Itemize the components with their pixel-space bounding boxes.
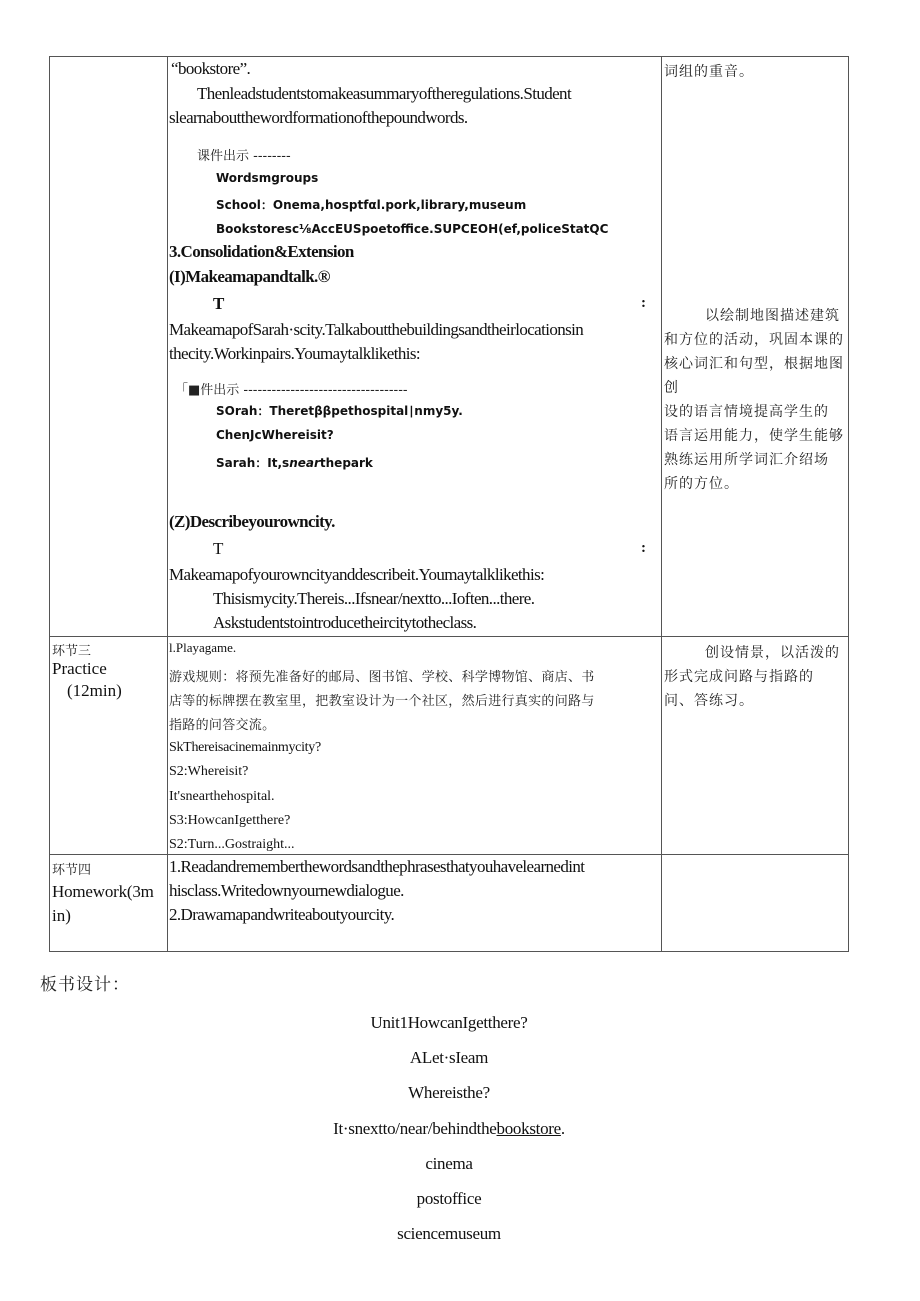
text-line: 1.Readandrememberthewordsandthephrasesthatyouhavelearnedint: [169, 857, 585, 876]
text-line: It'snearthehospital.: [169, 789, 275, 804]
text-line: thecity.Workinpairs.Youmaytalklikethis:: [169, 344, 420, 363]
note-line: 创: [664, 380, 679, 396]
table-border-left: [49, 56, 50, 952]
table-border-top: [49, 56, 849, 57]
dialogue-line: SOrah：Theretββpethospital∣nmy5y.: [216, 404, 463, 418]
board-question: Whereisthe?: [408, 1083, 490, 1102]
text-line: hisclass.Writedownyournewdialogue.: [169, 881, 404, 900]
table-divider-col1: [167, 56, 168, 952]
dialogue-line: ChenJcWhereisit?: [216, 428, 334, 442]
stage-title: Homework(3m: [52, 882, 154, 901]
text-line: “bookstore”.: [171, 59, 251, 78]
note-line: 创设情景，以活泼的: [705, 645, 840, 661]
stage-label: 环节三: [52, 644, 92, 659]
text-line: S2:Turn...Gostraight...: [169, 837, 295, 852]
board-answer: [0, 1119, 898, 1139]
courseware-line: Bookstoresc⅛AccEUSpoetoffice.SUPCEOH(ef,policeStatQC: [216, 222, 609, 236]
note-line: 所的方位。: [664, 476, 739, 492]
text-line: SkThereisacinemainmycity?: [169, 740, 321, 755]
board-word: cinema: [425, 1154, 473, 1173]
board-word: sciencemuseum: [397, 1224, 501, 1243]
subsection-heading: (I)Makeamapandtalk.®: [169, 267, 330, 286]
note-line: 语言运用能力，使学生能够: [664, 428, 844, 444]
dialogue-emphasis: near: [289, 456, 320, 470]
table-divider-col2: [661, 56, 662, 952]
board-part: ALet·sIeam: [409, 1048, 489, 1067]
table-row-divider-1: [49, 636, 849, 637]
text-line: Makeamapofyourowncityanddescribeit.Youmaytalklikethis:: [169, 565, 545, 584]
table-border-bottom: [49, 951, 849, 952]
note-line: 词组的重音。: [664, 64, 754, 80]
stage-label: 环节四: [52, 863, 92, 878]
dialogue-speaker: Sarah：It,s: [216, 456, 290, 470]
stage-title: Practice: [52, 659, 107, 678]
board-answer-word: bookstore: [496, 1119, 561, 1138]
text-line: Thisismycity.Thereis...Ifsnear/nextto...Ioften...there.: [213, 589, 535, 608]
colon-marker: :: [641, 295, 646, 311]
courseware-label: 课件出示 --------: [197, 149, 291, 164]
board-word: postoffice: [416, 1189, 482, 1208]
text-line: S3:HowcanIgetthere?: [169, 813, 291, 828]
dialogue-rest: thepark: [319, 456, 373, 470]
courseware-line: School：Onema,hosptfαl.pork,library,museum: [216, 198, 527, 212]
note-line: 问、答练习。: [664, 693, 754, 709]
note-line: 核心词汇和句型，根据地图: [664, 356, 844, 372]
section-heading: 3.Consolidation&Extension: [169, 242, 354, 261]
courseware-label: 「■件出示 -----------------------------------: [175, 383, 408, 398]
subsection-heading: (Z)Describeyourowncity.: [169, 512, 335, 531]
text-line: MakeamapofSarah·scity.Talkaboutthebuildingsandtheirlocationsin: [169, 320, 584, 339]
board-heading: 板书设计：: [40, 975, 130, 995]
text-line: 店等的标牌摆在教室里，把教室设计为一个社区，然后进行真实的问路与: [169, 694, 595, 709]
text-line: 指路的问答交流。: [169, 718, 276, 733]
text-line: 2.Drawamapandwriteaboutyourcity.: [169, 905, 395, 924]
note-line: 以绘制地图描述建筑: [705, 308, 840, 324]
table-row-divider-2: [49, 854, 849, 855]
text-line: 游戏规则：将预先准备好的邮局、图书馆、学校、科学博物馆、商店、书: [169, 670, 595, 685]
stage-duration: in): [52, 906, 71, 925]
note-line: 形式完成问路与指路的: [664, 669, 814, 685]
note-line: 设的语言情境提高学生的: [664, 404, 829, 420]
board-title: Unit1HowcanIgetthere?: [370, 1013, 528, 1032]
courseware-line: Wordsmgroups: [216, 171, 319, 185]
note-line: 熟练运用所学词汇介绍场: [664, 452, 829, 468]
teacher-marker: T: [213, 539, 223, 558]
dialogue-line: [216, 454, 373, 471]
board-answer-prefix: It·snextto/near/behindthe: [333, 1119, 497, 1138]
teacher-marker: T: [213, 294, 224, 313]
text-line: Askstudentstointroducetheircitytotheclass.: [213, 613, 477, 632]
colon-marker: :: [641, 540, 646, 556]
text-line: Thenleadstudentstomakeasummaryoftheregulations.Student: [197, 84, 572, 103]
text-line: S2:Whereisit?: [169, 764, 249, 779]
stage-duration: (12min): [67, 681, 122, 700]
table-border-right: [848, 56, 849, 952]
board-answer-suffix: .: [560, 1119, 565, 1138]
text-line: l.Playagame.: [169, 640, 237, 655]
note-line: 和方位的活动，巩固本课的: [664, 332, 844, 348]
text-line: slearnaboutthewordformationofthepoundwords.: [169, 108, 468, 127]
